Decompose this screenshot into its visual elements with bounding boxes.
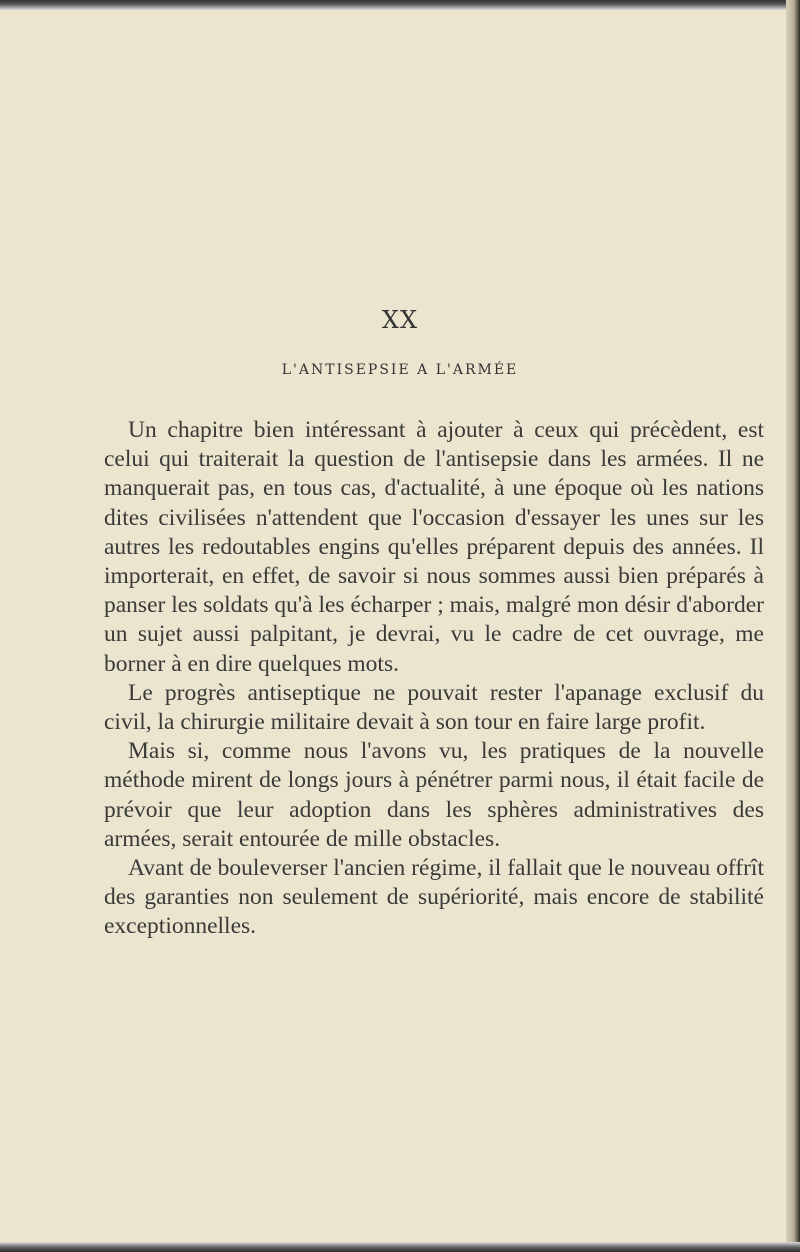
page-right-edge	[786, 0, 800, 1252]
paragraph-2: Le progrès antiseptique ne pouvait rester l'apanage exclusif du civil, la chirurgie militaire devait à son tour en faire large profit.	[104, 679, 764, 736]
paragraph-4: Avant de bouleverser l'ancien régime, il fallait que le nouveau offrît des garanties non seulement de supériorité, mais encore de stabilité exceptionnelles.	[104, 855, 764, 940]
page-top-edge	[0, 0, 800, 10]
chapter-title: L'ANTISEPSIE A L'ARMÉE	[281, 362, 519, 378]
chapter-number: XX	[381, 306, 419, 334]
chapter-body	[104, 416, 764, 942]
page-bottom-edge	[0, 1242, 800, 1252]
paragraph-1: Un chapitre bien intéressant à ajouter à ceux qui précèdent, est celui qui traiterait la question de l'antisepsie dans les armées. Il ne manquerait pas, en tous cas, d'actualité, à une époque où les nations dites civilisées n'attendent que l'occasion d'essayer les unes sur les autres les redoutables engins qu'elles préparent depuis des années. Il importerait, en effet, de savoir si nous sommes aussi bien préparés à panser les soldats qu'à les écharper ; mais, malgré mon désir d'aborder un sujet aussi palpitant, je devrai, vu le cadre de cet ouvrage, me borner à en dire quelques mots.	[104, 417, 764, 677]
paragraph-3: Mais si, comme nous l'avons vu, les pratiques de la nouvelle méthode mirent de longs jours à pénétrer parmi nous, il était facile de prévoir que leur adoption dans les sphères administratives des armées, serait entourée de mille obstacles.	[104, 738, 764, 852]
